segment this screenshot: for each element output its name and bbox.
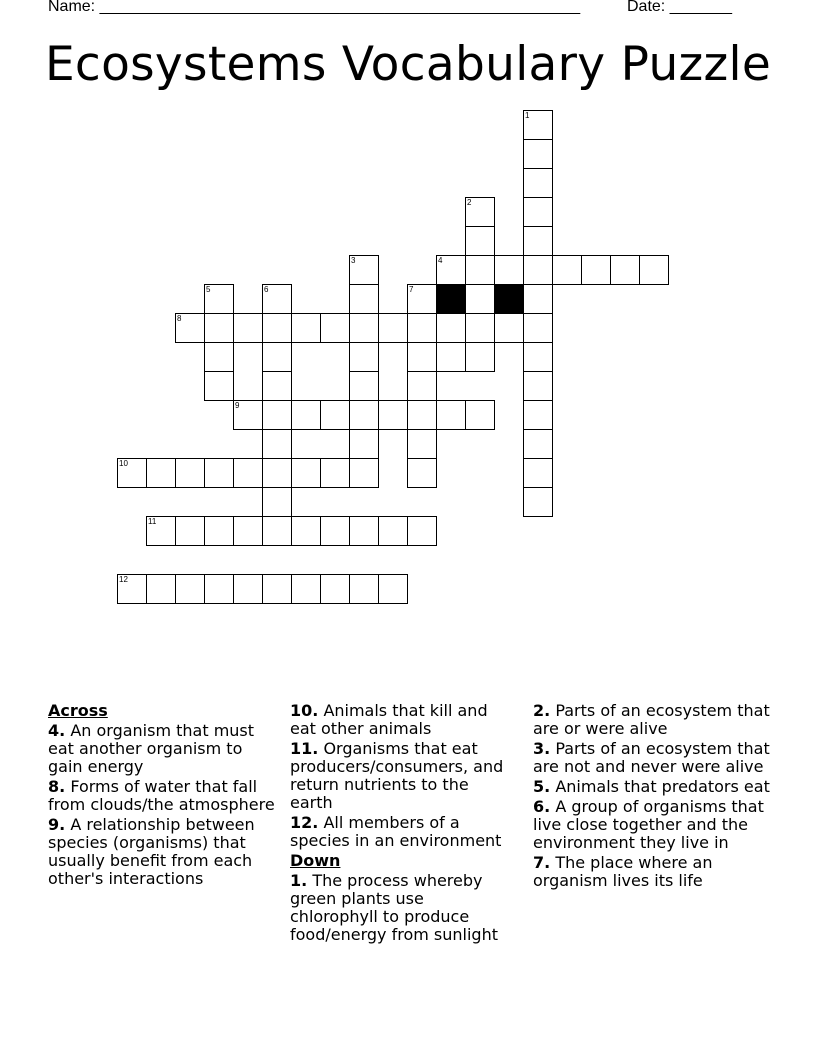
name-field[interactable]: Name: ______________________________________________________ — [48, 0, 581, 15]
cell-number: 3 — [351, 256, 356, 265]
crossword-cell[interactable] — [378, 574, 408, 604]
clue-across-11 — [290, 740, 516, 812]
crossword-cell[interactable] — [320, 516, 350, 546]
clue-text: The process whereby green plants use chlorophyll to produce food/energy from sunlight — [290, 871, 498, 944]
clue-text: Organisms that eat producers/consumers, and return nutrients to the earth — [290, 739, 504, 812]
crossword-cell[interactable] — [523, 487, 553, 517]
crossword-cell[interactable] — [465, 226, 495, 256]
cell-number: 11 — [148, 517, 157, 526]
clue-text: Parts of an ecosystem that are not and never were alive — [533, 739, 770, 776]
crossword-cell[interactable] — [262, 487, 292, 517]
clue-number: 4. — [48, 721, 66, 740]
crossword-cell[interactable] — [465, 342, 495, 372]
clue-text: The place where an organism lives its life — [533, 853, 713, 890]
crossword-cell[interactable] — [552, 255, 582, 285]
crossword-cell[interactable] — [378, 516, 408, 546]
crossword-cell[interactable] — [407, 458, 437, 488]
crossword-cell[interactable] — [233, 516, 263, 546]
crossword-cell[interactable] — [262, 400, 292, 430]
clue-across-8 — [48, 778, 278, 814]
cell-number: 6 — [264, 285, 269, 294]
crossword-cell[interactable] — [349, 255, 379, 285]
crossword-cell[interactable] — [175, 574, 205, 604]
crossword-cell[interactable] — [523, 371, 553, 401]
cell-number: 4 — [438, 256, 443, 265]
crossword-cell[interactable] — [436, 313, 466, 343]
crossword-cell[interactable] — [639, 255, 669, 285]
crossword-cell[interactable] — [465, 197, 495, 227]
crossword-block — [436, 284, 466, 314]
clue-column-1 — [48, 702, 278, 890]
crossword-cell[interactable] — [262, 429, 292, 459]
clue-number: 2. — [533, 701, 551, 720]
crossword-cell[interactable] — [233, 458, 263, 488]
crossword-cell[interactable] — [349, 458, 379, 488]
crossword-cell[interactable] — [523, 342, 553, 372]
crossword-cell[interactable] — [175, 313, 205, 343]
crossword-cell[interactable] — [349, 313, 379, 343]
clue-number: 7. — [533, 853, 551, 872]
crossword-cell[interactable] — [436, 400, 466, 430]
clue-text: An organism that must eat another organism to gain energy — [48, 721, 255, 776]
crossword-cell[interactable] — [320, 313, 350, 343]
crossword-cell[interactable] — [407, 516, 437, 546]
crossword-cell[interactable] — [117, 574, 147, 604]
crossword-cell[interactable] — [204, 342, 234, 372]
crossword-cell[interactable] — [407, 371, 437, 401]
clue-number: 5. — [533, 777, 551, 796]
clue-across-12 — [290, 814, 516, 850]
cell-number: 5 — [206, 285, 211, 294]
crossword-cell[interactable] — [523, 226, 553, 256]
crossword-cell[interactable] — [523, 458, 553, 488]
crossword-cell[interactable] — [349, 400, 379, 430]
crossword-cell[interactable] — [494, 313, 524, 343]
crossword-cell[interactable] — [407, 313, 437, 343]
crossword-cell[interactable] — [320, 574, 350, 604]
down-heading: Down — [290, 851, 341, 870]
cell-number: 9 — [235, 401, 240, 410]
crossword-cell[interactable] — [204, 313, 234, 343]
crossword-cell[interactable] — [291, 516, 321, 546]
crossword-cell[interactable] — [291, 574, 321, 604]
clue-column-3 — [533, 702, 773, 892]
crossword-cell[interactable] — [175, 516, 205, 546]
clue-text: Parts of an ecosystem that are or were alive — [533, 701, 770, 738]
crossword-cell[interactable] — [262, 516, 292, 546]
crossword-cell[interactable] — [233, 574, 263, 604]
crossword-cell[interactable] — [407, 342, 437, 372]
crossword-cell[interactable] — [204, 371, 234, 401]
crossword-cell[interactable] — [349, 371, 379, 401]
across-heading: Across — [48, 701, 108, 720]
cell-number: 7 — [409, 285, 414, 294]
clue-text: Animals that kill and eat other animals — [290, 701, 488, 738]
cell-number: 2 — [467, 198, 472, 207]
crossword-cell[interactable] — [175, 458, 205, 488]
crossword-cell[interactable] — [291, 400, 321, 430]
clue-number: 1. — [290, 871, 308, 890]
crossword-cell[interactable] — [436, 255, 466, 285]
clue-down-3 — [533, 740, 773, 776]
clue-number: 8. — [48, 777, 66, 796]
clue-number: 10. — [290, 701, 319, 720]
crossword-cell[interactable] — [494, 255, 524, 285]
crossword-cell[interactable] — [523, 313, 553, 343]
crossword-cell[interactable] — [349, 342, 379, 372]
cell-number: 12 — [119, 575, 128, 584]
crossword-cell[interactable] — [204, 284, 234, 314]
crossword-cell[interactable] — [523, 429, 553, 459]
crossword-cell[interactable] — [581, 255, 611, 285]
clue-across-10 — [290, 702, 516, 738]
crossword-cell[interactable] — [262, 371, 292, 401]
crossword-cell[interactable] — [117, 458, 147, 488]
crossword-cell[interactable] — [204, 516, 234, 546]
crossword-cell[interactable] — [291, 313, 321, 343]
crossword-cell[interactable] — [204, 458, 234, 488]
crossword-cell[interactable] — [291, 458, 321, 488]
clue-number: 3. — [533, 739, 551, 758]
crossword-cell[interactable] — [349, 284, 379, 314]
crossword-cell[interactable] — [523, 400, 553, 430]
clue-text: A group of organisms that live close together and the environment they live in — [533, 797, 764, 852]
clue-number: 9. — [48, 815, 66, 834]
clue-column-2 — [290, 702, 516, 946]
clue-text: A relationship between species (organisms) that usually benefit from each other's interactions — [48, 815, 255, 888]
crossword-cell[interactable] — [262, 342, 292, 372]
page-title: Ecosystems Vocabulary Puzzle — [44, 37, 772, 92]
crossword-cell[interactable] — [233, 313, 263, 343]
crossword-cell[interactable] — [378, 313, 408, 343]
crossword-cell[interactable] — [407, 400, 437, 430]
clue-down-1 — [290, 872, 516, 944]
crossword-cell[interactable] — [262, 458, 292, 488]
cell-number: 10 — [119, 459, 128, 468]
crossword-cell[interactable] — [378, 400, 408, 430]
clue-down-2 — [533, 702, 773, 738]
crossword-cell[interactable] — [320, 400, 350, 430]
crossword-cell[interactable] — [436, 342, 466, 372]
crossword-cell[interactable] — [146, 458, 176, 488]
crossword-cell[interactable] — [465, 255, 495, 285]
crossword-cell[interactable] — [146, 516, 176, 546]
crossword-cell[interactable] — [407, 284, 437, 314]
clue-number: 6. — [533, 797, 551, 816]
clue-across-9 — [48, 816, 278, 888]
crossword-cell[interactable] — [233, 400, 263, 430]
crossword-cell[interactable] — [146, 574, 176, 604]
crossword-cell[interactable] — [262, 284, 292, 314]
crossword-cell[interactable] — [523, 255, 553, 285]
clue-text: All members of a species in an environment — [290, 813, 502, 850]
clue-text: Forms of water that fall from clouds/the atmosphere — [48, 777, 275, 814]
crossword-cell[interactable] — [523, 284, 553, 314]
crossword-cell[interactable] — [523, 197, 553, 227]
clue-number: 12. — [290, 813, 319, 832]
crossword-cell[interactable] — [523, 139, 553, 169]
crossword-cell[interactable] — [349, 516, 379, 546]
crossword-cell[interactable] — [465, 400, 495, 430]
crossword-cell[interactable] — [262, 313, 292, 343]
date-field[interactable]: Date: _______ — [627, 0, 732, 15]
clue-down-7 — [533, 854, 773, 890]
crossword-cell[interactable] — [523, 110, 553, 140]
cell-number: 1 — [525, 111, 530, 120]
crossword-cell[interactable] — [523, 168, 553, 198]
clue-number: 11. — [290, 739, 319, 758]
crossword-block — [494, 284, 524, 314]
crossword-cell[interactable] — [610, 255, 640, 285]
clue-text: Animals that predators eat — [555, 777, 770, 796]
clue-down-6 — [533, 798, 773, 852]
crossword-cell[interactable] — [465, 313, 495, 343]
crossword-cell[interactable] — [465, 284, 495, 314]
crossword-cell[interactable] — [349, 429, 379, 459]
clue-down-5 — [533, 778, 773, 796]
crossword-cell[interactable] — [204, 574, 234, 604]
crossword-cell[interactable] — [262, 574, 292, 604]
crossword-cell[interactable] — [349, 574, 379, 604]
crossword-cell[interactable] — [407, 429, 437, 459]
crossword-cell[interactable] — [320, 458, 350, 488]
cell-number: 8 — [177, 314, 182, 323]
clue-across-4 — [48, 722, 278, 776]
